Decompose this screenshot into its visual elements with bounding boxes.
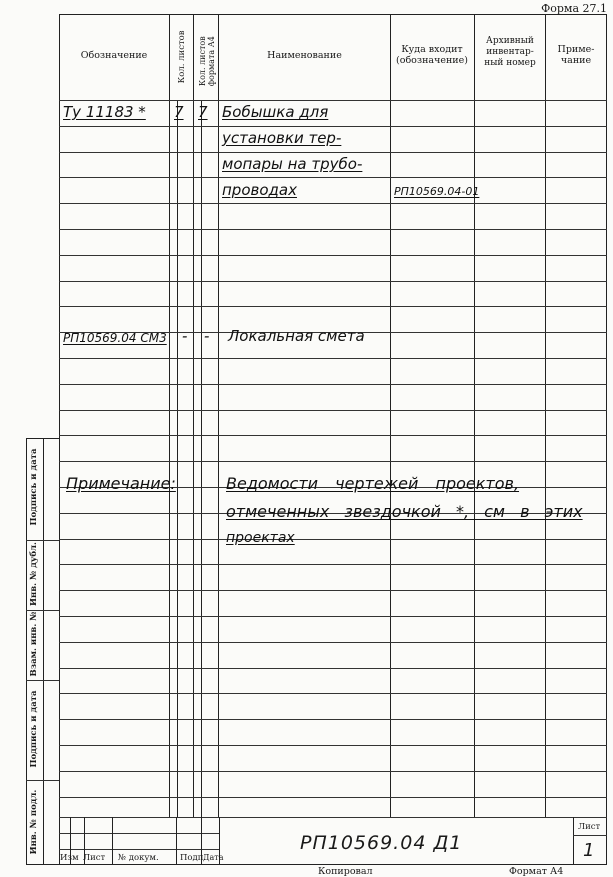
header-bottom-line — [59, 100, 607, 101]
stamp-izm: Изм — [60, 853, 79, 863]
row1-designation: Ту 11183 * — [63, 103, 146, 121]
row3-name: мопары на трубо- — [222, 155, 363, 173]
header-archive-no: Архивный инвентар- ный номер — [484, 36, 536, 68]
row5-name: Локальная смета — [228, 327, 365, 345]
stamp-col-sheet — [573, 817, 574, 865]
row1-name: Бобышка для — [222, 103, 329, 121]
row-line-4 — [59, 203, 607, 204]
side-inv-dup: Инв. № дубл. — [29, 542, 39, 607]
col-line-2b — [201, 100, 202, 817]
row4-name: проводах — [222, 181, 297, 199]
row-line-6 — [59, 255, 607, 256]
row5-a4: - — [204, 327, 210, 345]
col-line-3 — [218, 14, 219, 817]
row-line-10 — [59, 358, 607, 359]
row-line-2 — [59, 152, 607, 153]
stamp-sheet-label: Лист — [578, 822, 601, 832]
header-note: Приме- чание — [557, 44, 595, 67]
row-line-21 — [59, 642, 607, 643]
col-line-6 — [545, 14, 546, 817]
col-line-2 — [193, 14, 194, 817]
footer-format: Формат А4 — [509, 866, 564, 877]
stamp-top-line — [59, 817, 607, 818]
header-a4-count: Кол. листов формата А4 — [197, 36, 216, 87]
row-line-20 — [59, 616, 607, 617]
header-sheet-count: Кол. листов — [177, 30, 188, 84]
row-line-17 — [59, 539, 607, 540]
note-label: Примечание: — [66, 474, 176, 493]
col-line-1 — [169, 14, 170, 817]
row-line-1 — [59, 126, 607, 127]
row5-sheets: - — [182, 327, 188, 345]
header-name: Наименование — [267, 50, 342, 61]
row1-sheets: 7 — [174, 103, 184, 121]
header-designation: Обозначение — [80, 50, 148, 61]
row-line-7 — [59, 281, 607, 282]
form-number: Форма 27.1 — [541, 2, 607, 15]
stamp-sheet-line — [573, 835, 607, 836]
row1-a4: 7 — [198, 103, 208, 121]
side-inv-orig: Инв. № подл. — [29, 789, 39, 855]
stamp-sign: Подп. — [180, 853, 207, 863]
stamp-row-line-1 — [59, 833, 219, 834]
row5-designation: РП10569.04 СМ3 — [63, 331, 167, 345]
row2-name: установки тер- — [222, 129, 342, 147]
stamp-doc-no: № докум. — [118, 853, 159, 863]
stamp-list: Лист — [83, 853, 106, 863]
row-line-19 — [59, 590, 607, 591]
stamp-col-3 — [112, 817, 113, 865]
row-line-22 — [59, 668, 607, 669]
row4-where-used: РП10569.04-01 — [394, 185, 480, 198]
note-line-3: проектах — [226, 530, 295, 546]
note-line-1: Ведомости чертежей проектов, — [226, 474, 520, 493]
row-line-24 — [59, 719, 607, 720]
row-line-8 — [59, 306, 607, 307]
header-where-used: Куда входит (обозначение) — [396, 44, 468, 67]
row-line-27 — [59, 797, 607, 798]
col-line-4 — [390, 14, 391, 817]
side-sign-date-bottom: Подпись и дата — [29, 690, 39, 768]
row-line-14 — [59, 461, 607, 462]
row-line-26 — [59, 771, 607, 772]
note-line-2: отмеченных звездочкой *, см в этих — [226, 502, 583, 521]
stamp-sheet-value: 1 — [583, 840, 595, 861]
col-line-5 — [474, 14, 475, 817]
row-line-18 — [59, 564, 607, 565]
stamp-doc-code: РП10569.04 Д1 — [300, 832, 463, 854]
side-strip-divider — [43, 438, 44, 865]
row-line-5 — [59, 229, 607, 230]
row-line-13 — [59, 435, 607, 436]
row-line-23 — [59, 693, 607, 694]
stamp-date: Дата — [203, 853, 224, 862]
row-line-3 — [59, 177, 607, 178]
row-line-12 — [59, 410, 607, 411]
stamp-row-line-2 — [59, 849, 219, 850]
stamp-col-4 — [176, 817, 177, 865]
side-sep-4 — [26, 780, 59, 781]
col-line-1b — [177, 100, 178, 817]
side-sign-date-top: Подпись и дата — [29, 448, 39, 526]
row-line-25 — [59, 745, 607, 746]
footer-copied: Копировал — [318, 866, 373, 877]
row-line-11 — [59, 384, 607, 385]
side-replace-inv: Взам. инв. № — [29, 611, 39, 677]
